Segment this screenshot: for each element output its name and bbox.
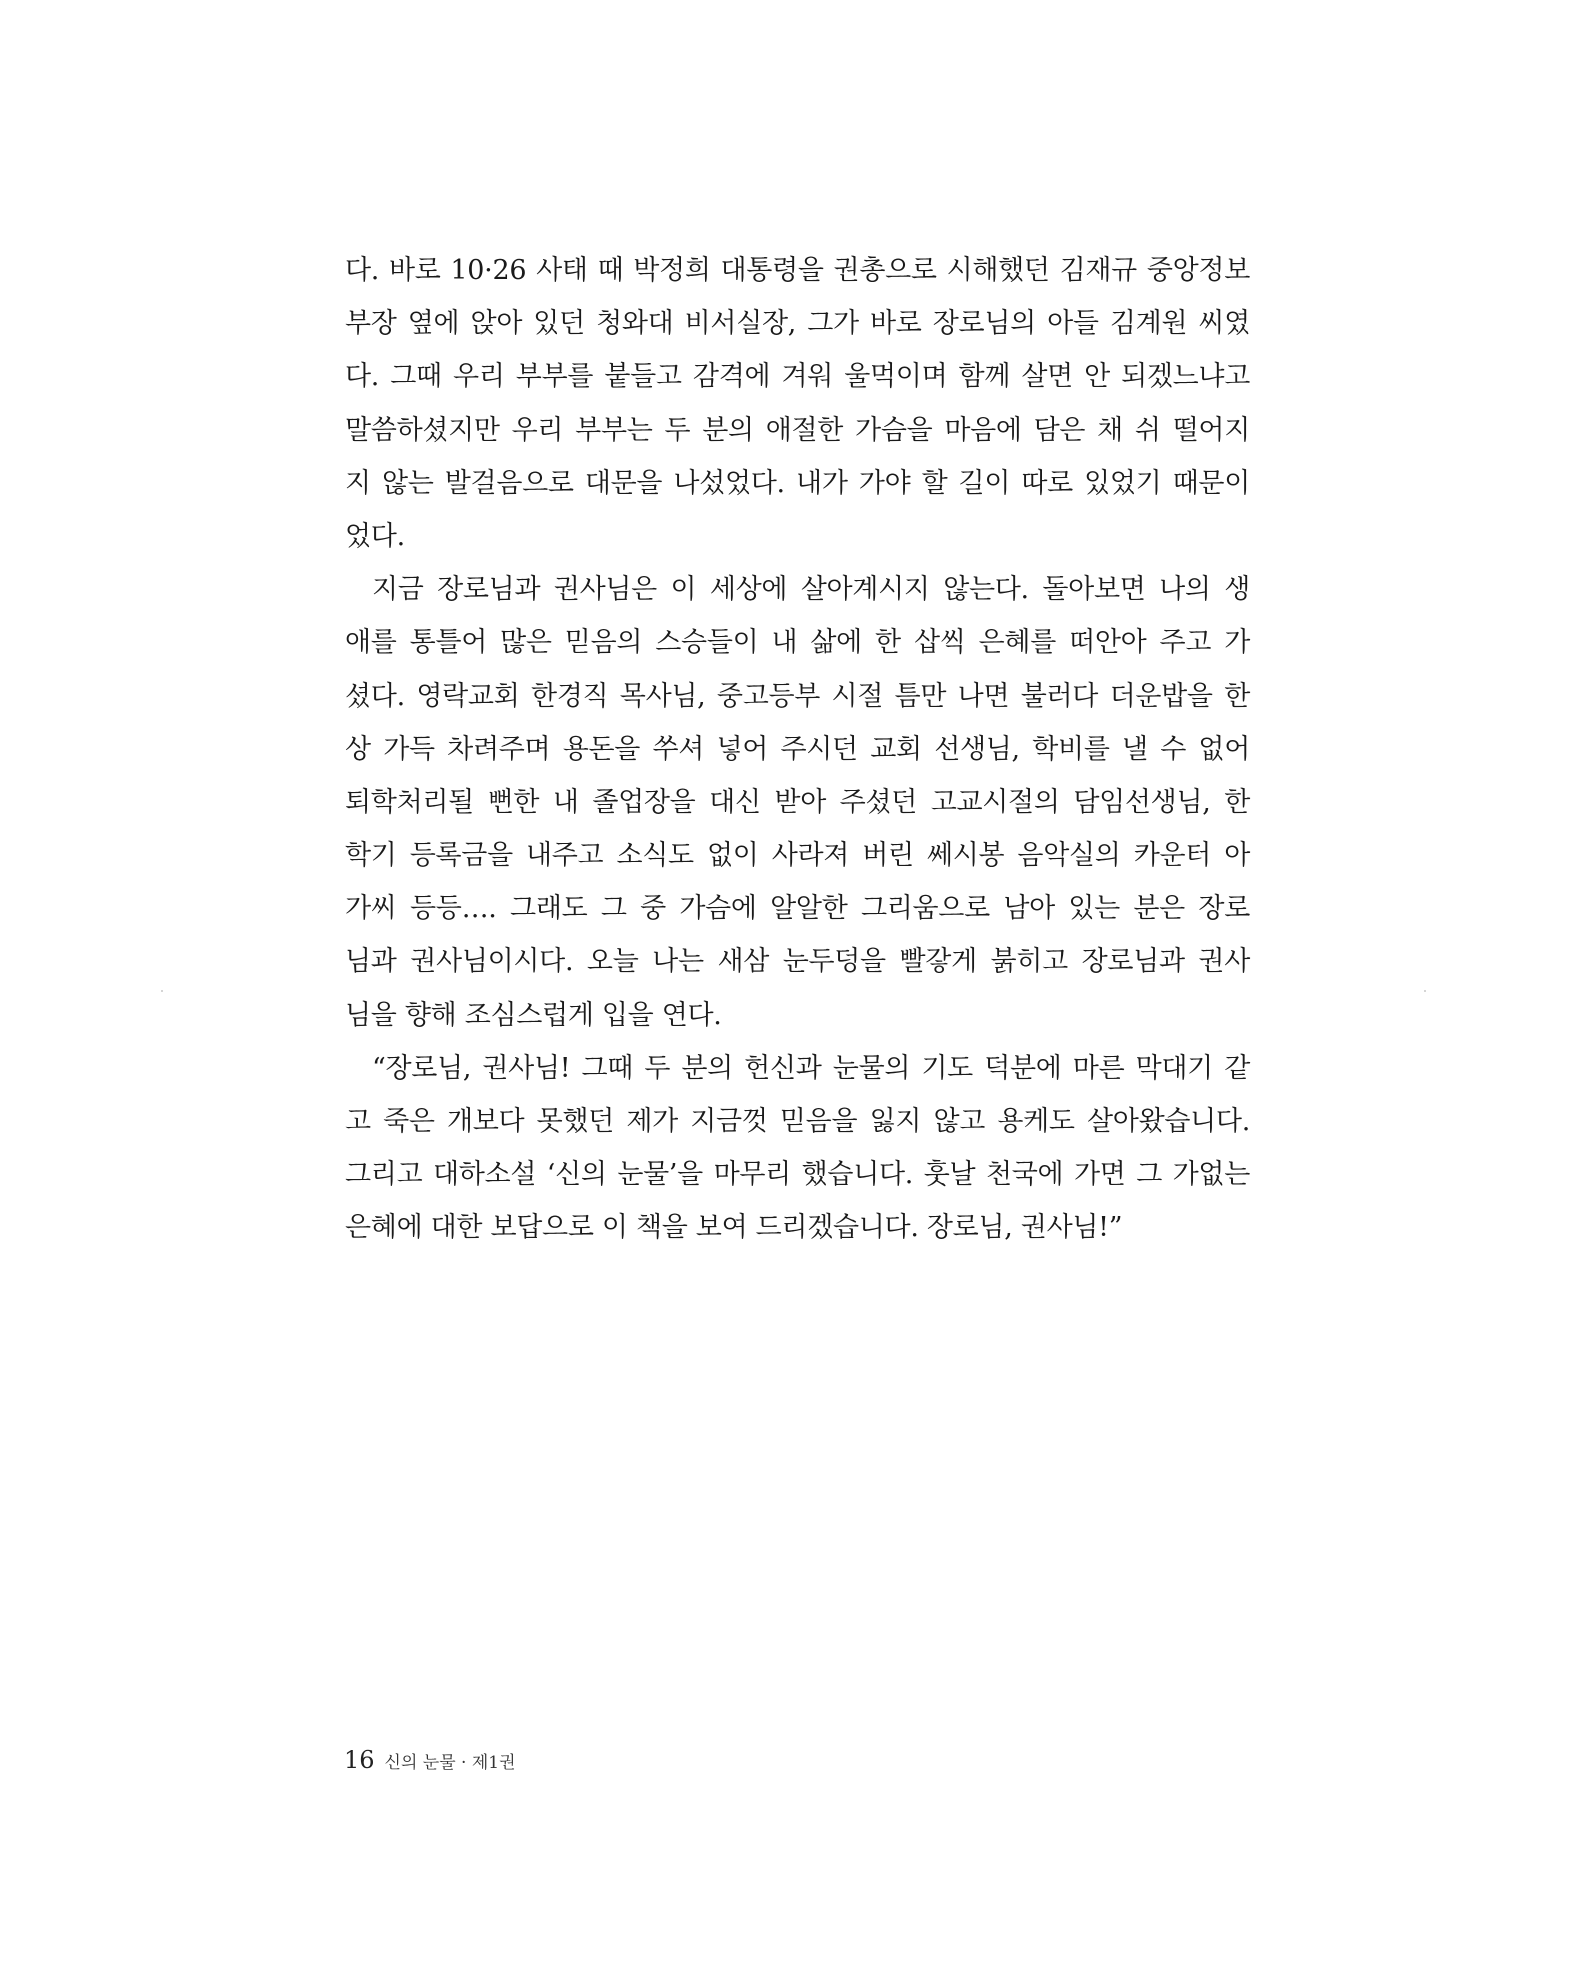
page-number: 16: [344, 1746, 375, 1774]
text-line: 님을 향해 조심스럽게 입을 연다.: [345, 999, 722, 1031]
text-line: 은혜에 대한 보답으로 이 책을 보여 드리겠습니다. 장로님, 권사님!”: [345, 1212, 1123, 1244]
text-line: 가씨 등등…. 그래도 그 중 가슴에 알알한 그리움으로 남아 있는 분은 장로: [345, 893, 1250, 925]
running-title: 신의 눈물 · 제1권: [384, 1753, 516, 1773]
body-text: [345, 244, 1250, 1255]
text-line: 상 가득 차려주며 용돈을 쑤셔 넣어 주시던 교회 선생님, 학비를 낼 수 없어: [345, 733, 1250, 765]
text-line: 셨다. 영락교회 한경직 목사님, 중고등부 시절 틈만 나면 불러다 더운밥을 한: [345, 680, 1250, 712]
page-footer: [344, 1746, 516, 1774]
text-line: 고 죽은 개보다 못했던 제가 지금껏 믿음을 잃지 않고 용케도 살아왔습니다.: [345, 1106, 1250, 1137]
scan-speck: [1424, 990, 1426, 992]
text-line: 애를 통틀어 많은 믿음의 스승들이 내 삶에 한 삽씩 은혜를 떠안아 주고 가: [345, 627, 1250, 659]
scan-speck: [161, 990, 163, 992]
text-line: 다. 그때 우리 부부를 붙들고 감격에 겨워 울먹이며 함께 살면 안 되겠느냐고: [345, 361, 1250, 393]
text-line: 지금 장로님과 권사님은 이 세상에 살아계시지 않는다. 돌아보면 나의 생: [372, 574, 1250, 606]
text-line: 님과 권사님이시다. 오늘 나는 새삼 눈두덩을 빨갛게 붉히고 장로님과 권사: [345, 946, 1250, 978]
text-line: 었다.: [345, 520, 405, 552]
text-line: 말씀하셨지만 우리 부부는 두 분의 애절한 가슴을 마음에 담은 채 쉬 떨어지: [345, 414, 1250, 446]
text-line: 그리고 대하소설 ‘신의 눈물’을 마무리 했습니다. 훗날 천국에 가면 그 가없는: [345, 1159, 1250, 1191]
text-line: 지 않는 발걸음으로 대문을 나섰었다. 내가 가야 할 길이 따로 있었기 때문이: [345, 467, 1250, 499]
text-line: 다. 바로 10·26 사태 때 박정희 대통령을 권총으로 시해했던 김재규 중앙정보: [345, 255, 1250, 286]
text-line: 부장 옆에 앉아 있던 청와대 비서실장, 그가 바로 장로님의 아들 김계원 씨였: [345, 308, 1250, 340]
text-line: 학기 등록금을 내주고 소식도 없이 사라져 버린 쎄시봉 음악실의 카운터 아: [345, 840, 1250, 872]
text-line: 퇴학처리될 뻔한 내 졸업장을 대신 받아 주셨던 고교시절의 담임선생님, 한: [345, 786, 1250, 818]
text-line: “장로님, 권사님! 그때 두 분의 헌신과 눈물의 기도 덕분에 마른 막대기 같: [372, 1052, 1250, 1084]
